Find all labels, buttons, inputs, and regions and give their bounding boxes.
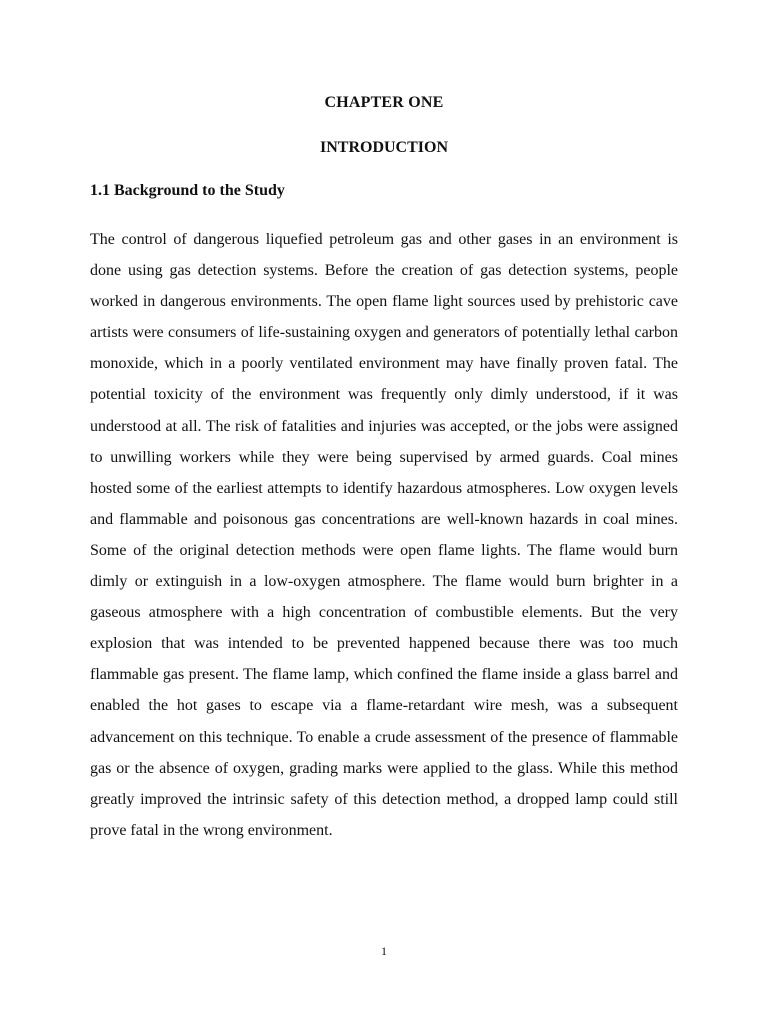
body-paragraph: The control of dangerous liquefied petroleum gas and other gases in an environment is done using gas detection systems. Before the creation of gas detection systems, people worked in dangerous environments. The open flame light sources used by prehistoric cave artists were consumers of life-sustaining oxygen and generators of potentially lethal carbon monoxide, which in a poorly ventilated environment may have finally proven fatal. The potential toxicity of the environment was frequently only dimly understood, if it was understood at all. The risk of fatalities and injuries was accepted, or the jobs were assigned to unwilling workers while they were being supervised by armed guards. Coal mines hosted some of the earliest attempts to identify hazardous atmospheres. Low oxygen levels and flammable and poisonous gas concentrations are well-known hazards in coal mines. Some of the original detection methods were open flame lights. The flame would burn dimly or extinguish in a low-oxygen atmosphere. The flame would burn brighter in a gaseous atmosphere with a high concentration of combustible elements. But the very explosion that was intended to be prevented happened because there was too much flammable gas present. The flame lamp, which confined the flame inside a glass barrel and enabled the hot gases to escape via a flame-retardant wire mesh, was a subsequent advancement on this technique. To enable a crude assessment of the presence of flammable gas or the absence of oxygen, grading marks were applied to the glass. While this method greatly improved the intrinsic safety of this detection method, a dropped lamp could still prove fatal in the wrong environment. [90, 231, 678, 839]
section-heading: 1.1 Background to the Study [90, 182, 285, 199]
page-number: 1 [381, 944, 387, 958]
chapter-heading: CHAPTER ONE [324, 94, 444, 111]
chapter-title: INTRODUCTION [319, 139, 448, 156]
